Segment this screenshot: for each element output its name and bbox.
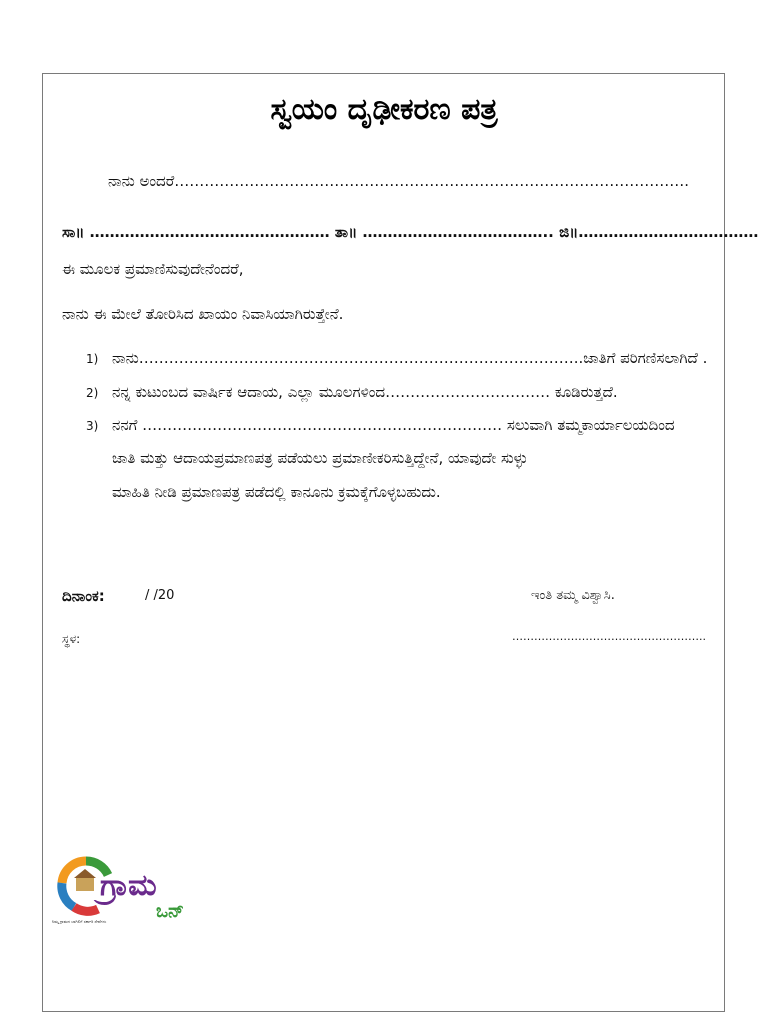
logo-ring-text: ನಿಮ್ಮ ಗ್ರಾಮದ ಬಾಗಿಲಿಗೆ ಸರ್ಕಾರಿ ಸೇವೆಗಳು <box>52 919 107 924</box>
signature-line: …………………………………………….. <box>512 630 706 643</box>
list-item-3-continuation-2: ಮಾಹಿತಿ ನೀಡಿ ಪ್ರಮಾಣಪತ್ರ ಪಡೆದಲ್ಲಿ ಕಾನೂನು ಕ್ರಮಕ್ಕೆಗೊಳ್ಳಬಹುದು. <box>112 483 441 501</box>
list-item-number: 3) <box>86 419 99 433</box>
place-label: ಸ್ಥಳ: <box>62 632 81 646</box>
closing-text: ಇಂತಿ ತಮ್ಮ ವಿಶ್ವಾಸಿ. <box>531 588 615 603</box>
logo-graphic <box>52 855 212 927</box>
intro-line-1: ಈ ಮೂಲಕ ಪ್ರಮಾಣಿಸುವುದೇನೆಂದರೆ, <box>62 260 244 278</box>
building-roof-icon <box>74 869 96 878</box>
list-item-number: 2) <box>86 386 99 400</box>
building-icon <box>76 877 94 891</box>
intro-line-2: ನಾನು ಈ ಮೇಲೆ ತೋರಿಸಿದ ಖಾಯಂ ನಿವಾಸಿಯಾಗಿರುತ್ತೇನೆ. <box>62 305 344 323</box>
date-value: / /20 <box>145 588 175 603</box>
list-item-3-continuation-1: ಜಾತಿ ಮತ್ತು ಆದಾಯಪ್ರಮಾಣಪತ್ರ ಪಡೆಯಲು ಪ್ರಮಾಣೀಕರಿಸುತ್ತಿದ್ದೇನೆ, ಯಾವುದೇ ಸುಳ್ಳು <box>112 449 528 467</box>
name-line: ನಾನು ಅಂದರೆ…………………………………………………………………………………………. <box>108 172 690 190</box>
logo-ring-segment <box>74 907 98 911</box>
list-item-text: ನನ್ನ ಕುಟುಂಬದ ವಾರ್ಷಿಕ ಆದಾಯ, ಎಲ್ಲಾ ಮೂಲಗಳಿಂದ…………………………… ಕೂಡಿರುತ್ತದೆ. <box>112 383 618 401</box>
logo-sub-text: ಒನ್ <box>156 901 184 922</box>
list-item-3 <box>86 416 675 434</box>
date-label: ದಿನಾಂಕ: <box>62 587 105 605</box>
address-line: ಸಾ॥ ………………………………………… ತಾ॥ ……………………………….. ಜಿ॥……………………………… <box>62 223 759 241</box>
list-item-2 <box>86 383 618 401</box>
list-item-number: 1) <box>86 352 99 366</box>
logo-main-text: ಗ್ರಾಮ <box>100 868 157 903</box>
list-item-1 <box>86 349 707 367</box>
list-item-text: ನಾನು……………………………………………………………………………..ಜಾತಿಗೆ ಪರಿಗಣಿಸಲಾಗಿದೆ . <box>112 349 708 367</box>
document-title: ಸ್ವಯಂ ದೃಢೀಕರಣ ಪತ್ರ <box>270 92 498 127</box>
list-item-text: ನನಗೆ ……………………………………………………………… ಸಲುವಾಗಿ ತಮ್ಮಕಾರ್ಯಾಲಯದಿಂದ <box>112 416 675 434</box>
grama-one-logo <box>52 855 212 927</box>
logo-ring-segment <box>62 883 74 907</box>
